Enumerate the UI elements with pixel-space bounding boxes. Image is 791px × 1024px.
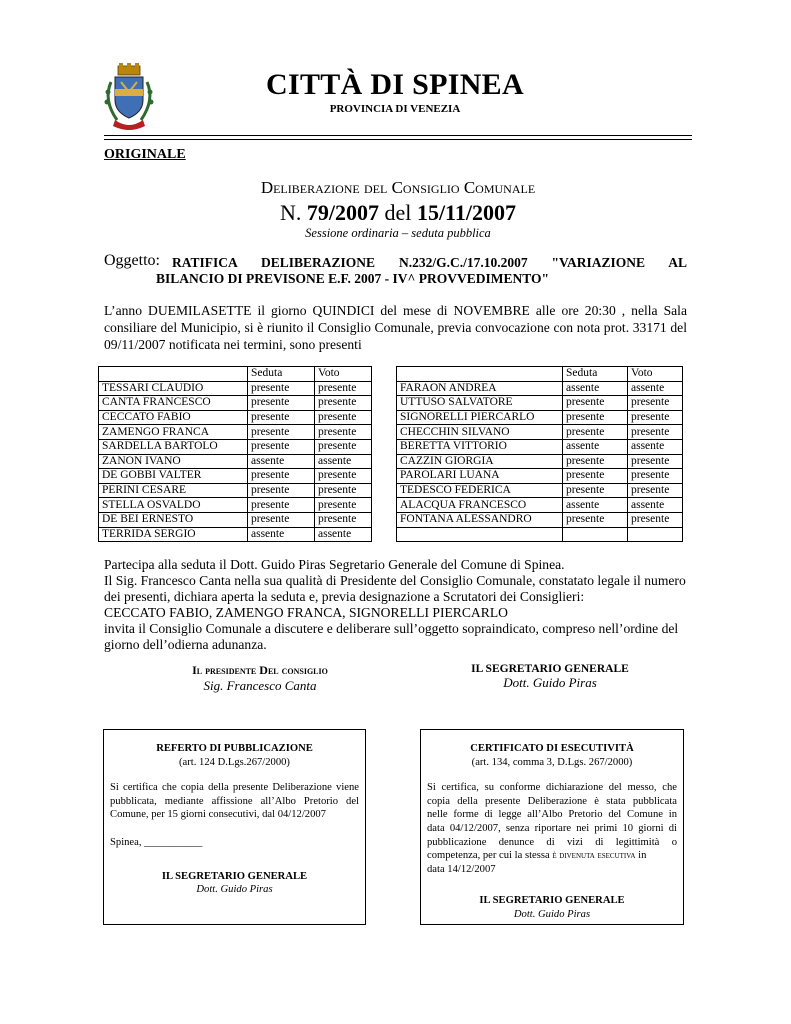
voto-status: assente <box>628 381 683 396</box>
seduta-status: presente <box>563 483 628 498</box>
councillor-name: BERETTA VITTORIO <box>397 439 563 454</box>
voto-status: presente <box>628 410 683 425</box>
number-prefix: N. <box>280 200 302 225</box>
header-cell: Seduta <box>248 367 315 382</box>
table-row <box>397 512 683 527</box>
table-row <box>397 410 683 425</box>
table-row <box>99 527 372 542</box>
councillor-name: PERINI CESARE <box>99 483 248 498</box>
councillor-name: FARAON ANDREA <box>397 381 563 396</box>
header-cell <box>99 367 248 382</box>
councillor-name: TESSARI CLAUDIO <box>99 381 248 396</box>
table-row <box>397 469 683 484</box>
table-row <box>99 469 372 484</box>
subject-text-line1: RATIFICA DELIBERAZIONE N.232/G.C./17.10.2007 "VARIAZIONE AL <box>172 255 687 270</box>
box-line: copia della presente Deliberazione è stata pubblicata <box>427 795 677 807</box>
voto-status: presente <box>315 381 372 396</box>
box-signature-name: Dott. Guido Piras <box>513 908 591 920</box>
voto-status: presente <box>315 410 372 425</box>
box-signature-title: IL SEGRETARIO GENERALE <box>479 895 625 907</box>
voto-status: assente <box>628 439 683 454</box>
voto-status: presente <box>628 483 683 498</box>
header-cell: Voto <box>628 367 683 382</box>
table-header-row <box>397 367 683 382</box>
table-row <box>99 396 372 411</box>
councillor-name: STELLA OSVALDO <box>99 498 248 513</box>
voto-status: assente <box>315 527 372 542</box>
voto-status: presente <box>315 425 372 440</box>
councillor-name: PAROLARI LUANA <box>397 469 563 484</box>
councillor-name: CAZZIN GIORGIA <box>397 454 563 469</box>
signature-name: Dott. Guido Piras <box>503 675 597 690</box>
councillor-name: CANTA FRANCESCO <box>99 396 248 411</box>
table-row <box>397 396 683 411</box>
councillor-name <box>397 527 563 542</box>
table-row <box>99 454 372 469</box>
box-paragraph <box>110 781 359 822</box>
box-line: competenza, per cui la stessa <box>427 850 550 862</box>
deliberation-number <box>104 200 692 226</box>
voto-status: presente <box>628 512 683 527</box>
councillor-name: TERRIDA SERGIO <box>99 527 248 542</box>
date-prefix: del <box>384 200 412 225</box>
councillor-name: DE BEI ERNESTO <box>99 512 248 527</box>
table-row <box>99 498 372 513</box>
voto-status: presente <box>315 512 372 527</box>
voto-status: presente <box>628 469 683 484</box>
city-title: CITTÀ DI SPINEA <box>266 68 524 101</box>
seduta-status: presente <box>248 381 315 396</box>
table-row <box>99 425 372 440</box>
voto-status: presente <box>628 454 683 469</box>
box-line: in <box>638 850 647 862</box>
seduta-status: assente <box>248 527 315 542</box>
voto-status: assente <box>628 498 683 513</box>
seduta-status: presente <box>563 425 628 440</box>
seduta-status: assente <box>563 498 628 513</box>
table-row <box>99 512 372 527</box>
signature-title: Il presidente Del consiglio <box>192 663 328 677</box>
councillor-name: TEDESCO FEDERICA <box>397 483 563 498</box>
table-row <box>99 410 372 425</box>
voto-status <box>628 527 683 542</box>
publication-report-box <box>103 729 366 925</box>
box-signature-name: Dott. Guido Piras <box>196 884 273 896</box>
table-row <box>397 425 683 440</box>
councillor-name: UTTUSO SALVATORE <box>397 396 563 411</box>
session-body-text <box>104 557 694 653</box>
intro-paragraph <box>104 302 687 353</box>
intro-line: L’anno DUEMILASETTE il giorno QUINDICI del mese di NOVEMBRE alle ore 20:30 , nella Sala <box>104 303 687 318</box>
header-divider-bottom <box>104 139 692 140</box>
header-cell <box>397 367 563 382</box>
seduta-status: presente <box>248 512 315 527</box>
box-line: data 14/12/2007 <box>427 863 496 875</box>
originale-label: ORIGINALE <box>104 147 186 162</box>
table-row <box>99 483 372 498</box>
councillor-name: FONTANA ALESSANDRO <box>397 512 563 527</box>
seduta-status: assente <box>563 439 628 454</box>
box-subtitle: (art. 134, comma 3, D.Lgs. 267/2000) <box>471 756 633 768</box>
seduta-status: presente <box>248 410 315 425</box>
voto-status: assente <box>315 454 372 469</box>
seduta-status: presente <box>563 454 628 469</box>
box-line: Si certifica, su conforme dichiarazione del messo, che <box>427 782 677 794</box>
subject-label: Oggetto: <box>104 252 160 269</box>
seduta-status: presente <box>248 439 315 454</box>
header-divider-top <box>104 135 692 136</box>
president-signature <box>140 663 380 694</box>
box-line: pubblicazione denunce di vizi di legittimità o <box>427 836 677 848</box>
body-line: dei presenti, dichiara aperta la seduta e, previa designazione a Scrutatori dei Consiglieri: <box>104 589 585 604</box>
box-line: Comune, per 15 giorni consecutivi, dal 04/12/2007 <box>110 809 326 821</box>
place-date-line: Spinea, ___________ <box>110 836 203 848</box>
table-row <box>397 439 683 454</box>
deliberation-date: 15/11/2007 <box>416 200 516 225</box>
box-line: Si certifica che copia della presente Deliberazione viene <box>110 782 359 794</box>
seduta-status: assente <box>563 381 628 396</box>
session-type: Sessione ordinaria – seduta pubblica <box>305 226 491 240</box>
councillor-name: SIGNORELLI PIERCARLO <box>397 410 563 425</box>
seduta-status: presente <box>248 425 315 440</box>
body-line: invita il Consiglio Comunale a discutere e deliberare sull’oggetto sopraindicato, compreso nell’ordine del <box>104 621 679 636</box>
table-header-row <box>99 367 372 382</box>
table-row <box>397 498 683 513</box>
voto-status: presente <box>628 396 683 411</box>
header-cell: Voto <box>315 367 372 382</box>
seduta-status: presente <box>563 512 628 527</box>
table-row <box>397 527 683 542</box>
table-row <box>397 483 683 498</box>
city-crest-logo <box>101 62 157 134</box>
voto-status: presente <box>315 498 372 513</box>
councillor-name: CECCATO FABIO <box>99 410 248 425</box>
voto-status: presente <box>315 439 372 454</box>
box-line: data 04/12/2007, senza riportare nei primi 10 giorni di <box>427 822 677 834</box>
body-line: Partecipa alla seduta il Dott. Guido Piras Segretario Generale del Comune di Spinea. <box>104 557 565 572</box>
box-subtitle: (art. 124 D.Lgs.267/2000) <box>179 756 290 768</box>
voto-status: presente <box>628 425 683 440</box>
executability-certificate-box <box>420 729 684 925</box>
table-row <box>99 381 372 396</box>
body-line: Il Sig. Francesco Canta nella sua qualità di Presidente del Consiglio Comunale, constatato legale il numero <box>104 573 686 588</box>
voto-status: presente <box>315 469 372 484</box>
seduta-status: presente <box>248 498 315 513</box>
box-title: REFERTO DI PUBBLICAZIONE <box>156 743 313 754</box>
councillor-name: DE GOBBI VALTER <box>99 469 248 484</box>
signature-title: IL SEGRETARIO GENERALE <box>471 663 629 675</box>
intro-line: 09/11/2007 notificata nei termini, sono presenti <box>104 337 362 352</box>
number-value: 79/2007 <box>306 200 380 225</box>
seduta-status: presente <box>248 469 315 484</box>
seduta-status: presente <box>248 396 315 411</box>
voto-status: presente <box>315 483 372 498</box>
signature-name: Sig. Francesco Canta <box>203 678 317 693</box>
attendance-table-right <box>396 366 683 542</box>
seduta-status: assente <box>248 454 315 469</box>
header-cell: Seduta <box>563 367 628 382</box>
subject-text-line2: BILANCIO DI PREVISONE E.F. 2007 - IV^ PROVVEDIMENTO" <box>156 271 550 286</box>
seduta-status <box>563 527 628 542</box>
councillor-name: ALACQUA FRANCESCO <box>397 498 563 513</box>
councillor-name: CHECCHIN SILVANO <box>397 425 563 440</box>
seduta-status: presente <box>563 410 628 425</box>
secretary-signature <box>430 663 670 691</box>
intro-line: consiliare del Municipio, si è riunito il Consiglio Comunale, previa convocazione con nota prot. 33171 del <box>104 320 687 335</box>
table-row <box>397 454 683 469</box>
attendance-table-left <box>98 366 372 542</box>
box-line: pubblicata, mediante affissione all’Albo Pretorio del <box>110 795 359 807</box>
box-title: CERTIFICATO DI ESECUTIVITÀ <box>470 743 634 754</box>
councillor-name: SARDELLA BARTOLO <box>99 439 248 454</box>
seduta-status: presente <box>563 396 628 411</box>
box-paragraph <box>427 781 677 876</box>
seduta-status: presente <box>248 483 315 498</box>
box-line-smallcaps: è divenuta esecutiva <box>552 850 636 862</box>
councillor-name: ZAMENGO FRANCA <box>99 425 248 440</box>
deliberation-title: Deliberazione del Consiglio Comunale <box>260 178 536 197</box>
table-row <box>99 439 372 454</box>
province-subtitle: PROVINCIA DI VENEZIA <box>329 103 461 115</box>
box-line: nelle forme di legge all’Albo Pretorio del Comune in <box>427 809 677 821</box>
body-line: giorno dell’odierna adunanza. <box>104 637 267 652</box>
voto-status: presente <box>315 396 372 411</box>
scrutatori-names: CECCATO FABIO, ZAMENGO FRANCA, SIGNORELLI PIERCARLO <box>104 605 508 620</box>
box-signature-title: IL SEGRETARIO GENERALE <box>161 870 308 882</box>
councillor-name: ZANON IVANO <box>99 454 248 469</box>
seduta-status: presente <box>563 469 628 484</box>
table-row <box>397 381 683 396</box>
